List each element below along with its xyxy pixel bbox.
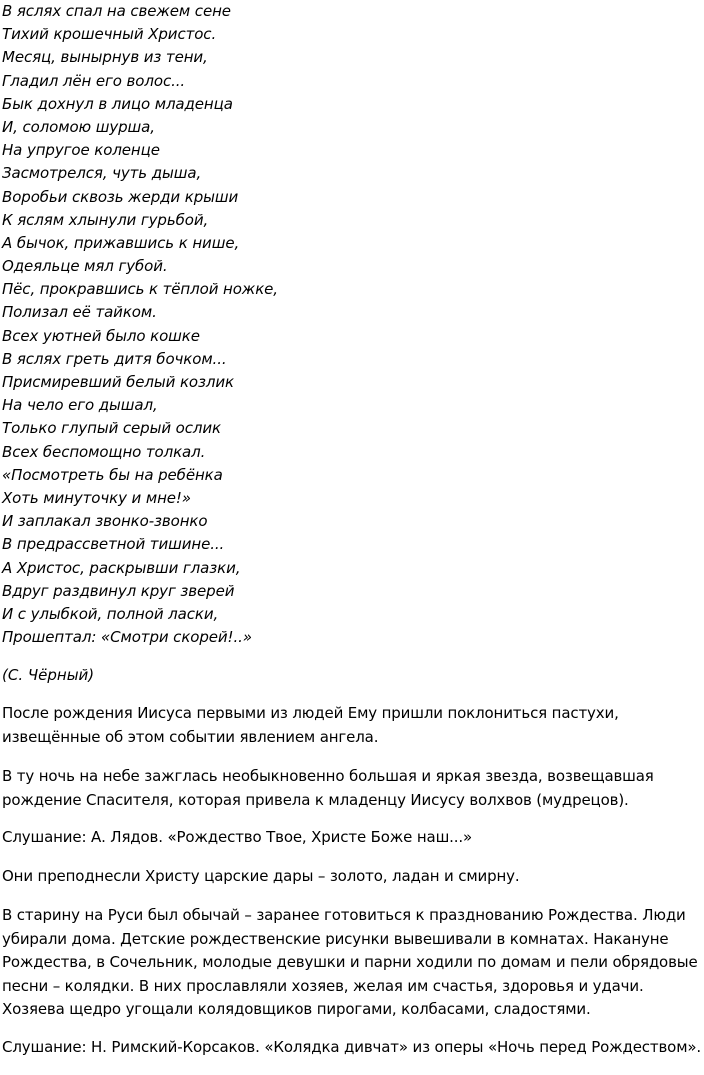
poem-line: Воробьи сквозь жерди крыши	[2, 187, 239, 206]
poem-line: Всех уютней было кошке	[2, 326, 200, 345]
poem-line: И, соломою шурша,	[2, 117, 155, 136]
poem-attribution: (С. Чёрный)	[2, 666, 95, 684]
poem-line: Прошептал: «Смотри скорей!..»	[2, 628, 252, 647]
poem-line: Всех беспомощно толкал.	[2, 442, 206, 461]
poem-line: В предрассветной тишине...	[2, 535, 225, 554]
poem-line: А Христос, раскрывши глазки,	[2, 558, 241, 577]
poem-line: Одеяльце мял губой.	[2, 257, 168, 276]
poem-line: И с улыбкой, полной ласки,	[2, 604, 219, 623]
poem-line: К яслям хлынули гурьбой,	[2, 210, 209, 229]
poem-line: В яслях спал на свежем сене	[2, 2, 231, 20]
poem	[2, 0, 278, 649]
poem-line: Месяц, вынырнув из тени,	[2, 48, 208, 67]
paragraph-gifts: Они преподнесли Христу царские дары – золото, ладан и смирну.	[2, 867, 520, 885]
poem-line: Присмиревший белый козлик	[2, 373, 234, 391]
paragraph-tradition: В старину на Руси был обычай – заранее готовиться к празднованию Рождества. Люди убирали дома. Детские рождественские рисунки вывешивали в комнатах. Накануне Рождества, в Сочельник, молодые девушки и парни ходили по домам и пели обрядовые песни – колядки. В них прославляли хозяев, желая им счастья, здоровья и удачи. Хозяева щедро угощали колядовщиков пирогами, колбасами, сладостями.	[2, 906, 698, 1019]
poem-line: Гладил лён его волос...	[2, 71, 186, 90]
poem-line: Хоть минуточку и мне!»	[2, 488, 191, 507]
paragraph-star: В ту ночь на небе зажглась необыкновенно большая и яркая звезда, возвещавшая рождение Спасителя, которая привела к младенцу Иисусу волхвов (мудрецов).	[2, 767, 654, 809]
poem-line: Тихий крошечный Христос.	[2, 25, 217, 44]
poem-line: И заплакал звонко-звонко	[2, 512, 208, 531]
poem-line: На чело его дышал,	[2, 396, 158, 415]
poem-line: В яслях греть дитя бочком...	[2, 349, 227, 368]
poem-line: На упругое коленце	[2, 141, 160, 160]
poem-line: Полизал её тайком.	[2, 303, 157, 322]
paragraph-listening-lyadov: Слушание: А. Лядов. «Рождество Твое, Христе Боже наш...»	[2, 828, 473, 846]
poem-line: Пёс, прокравшись к тёплой ножке,	[2, 280, 278, 299]
poem-line: А бычок, прижавшись к нише,	[2, 233, 240, 252]
poem-line: Вдруг раздвинул круг зверей	[2, 581, 235, 600]
poem-line: «Посмотреть бы на ребёнка	[2, 465, 223, 484]
poem-line: Бык дохнул в лицо младенца	[2, 94, 233, 113]
poem-line: Только глупый серый ослик	[2, 419, 221, 438]
paragraph-shepherds: После рождения Иисуса первыми из людей Ему пришли поклониться пастухи, извещённые об этом событии явлением ангела.	[2, 704, 619, 746]
paragraph-listening-rimsky-korsakov: Слушание: Н. Римский-Корсаков. «Колядка дивчат» из оперы «Ночь перед Рождеством».	[2, 1038, 702, 1056]
poem-line: Засмотрелся, чуть дыша,	[2, 164, 202, 183]
